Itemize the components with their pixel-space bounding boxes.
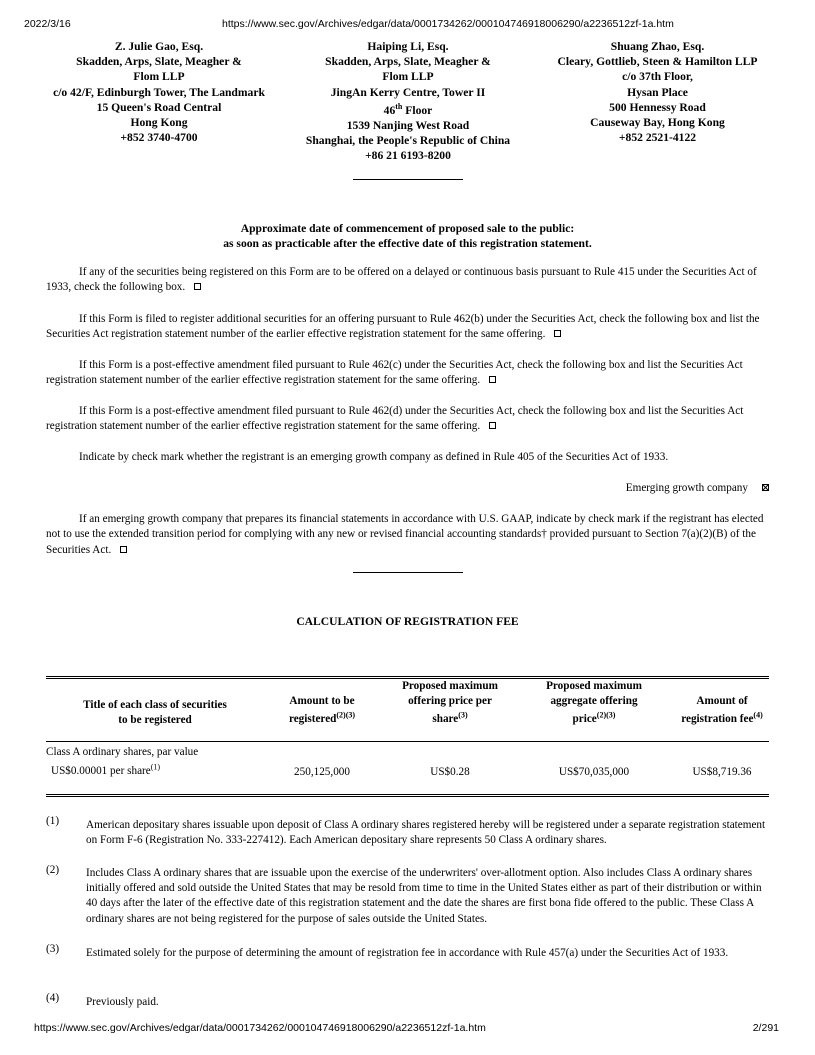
header-footnote-ref: (2)(3) bbox=[596, 710, 616, 720]
contact-line: Skadden, Arps, Slate, Meagher & bbox=[325, 55, 491, 69]
header-line: Proposed maximum bbox=[546, 680, 642, 692]
rule462b-paragraph bbox=[46, 312, 768, 343]
contact-line: 15 Queen's Road Central bbox=[96, 100, 222, 114]
rule462c-text: If this Form is a post-effective amendment filed pursuant to Rule 462(c) under the Securities Act, check the following box and list the Securities Act registration statement number of the earlier effective registration statement for the same offering. bbox=[46, 359, 743, 387]
rule462c-paragraph bbox=[46, 358, 768, 389]
header-footnote-ref: (2)(3) bbox=[336, 710, 356, 720]
header-line: to be registered bbox=[118, 714, 192, 727]
floor-number: 46 bbox=[383, 103, 396, 117]
header-text: share bbox=[432, 713, 459, 726]
header-fee bbox=[668, 694, 776, 727]
contact-line: Z. Julie Gao, Esq. bbox=[114, 40, 204, 53]
contact-line: c/o 37th Floor, bbox=[622, 70, 693, 84]
contact-line: Hong Kong bbox=[130, 116, 188, 130]
row-fee: US$8,719.36 bbox=[692, 766, 752, 778]
footnote-number: (4) bbox=[46, 992, 60, 1004]
print-page-number: 2/291 bbox=[752, 1022, 779, 1034]
rule462d-checkbox[interactable] bbox=[489, 422, 496, 429]
header-line bbox=[262, 709, 382, 727]
header-line: Proposed maximum bbox=[402, 680, 498, 692]
rule462c-checkbox[interactable] bbox=[489, 376, 496, 383]
egc-indicate-paragraph bbox=[46, 450, 768, 465]
footnote-number: (1) bbox=[46, 815, 60, 827]
contact-line: Flom LLP bbox=[133, 70, 185, 84]
print-header-url: https://www.sec.gov/Archives/edgar/data/0001734262/000104746918006290/a2236512zf-1a.htm bbox=[222, 18, 674, 30]
row-title-line2 bbox=[51, 764, 160, 779]
rule462b-checkbox[interactable] bbox=[554, 330, 561, 337]
rule415-checkbox[interactable] bbox=[194, 283, 201, 290]
header-line: Title of each class of securities bbox=[83, 699, 227, 711]
floor-suffix: th bbox=[395, 101, 403, 111]
egc-checkbox[interactable] bbox=[762, 484, 769, 491]
egc-row bbox=[626, 481, 769, 496]
rule462b-text: If this Form is filed to register additional securities for an offering pursuant to Rule 462(b) under the Securities Act, check the following box and list the Securities Act registration statement number of the earlier effective registration statement for the same offering. bbox=[46, 313, 760, 341]
header-title-class bbox=[55, 698, 255, 728]
header-text: registered bbox=[288, 713, 337, 726]
row-footnote-ref: (1) bbox=[150, 762, 161, 772]
print-footer-url: https://www.sec.gov/Archives/edgar/data/0001734262/000104746918006290/a2236512zf-1a.htm bbox=[34, 1022, 486, 1034]
header-footnote-ref: (4) bbox=[753, 710, 763, 720]
contact-right bbox=[530, 39, 785, 145]
contact-line: Hysan Place bbox=[627, 85, 688, 99]
fee-table-title: CALCULATION OF REGISTRATION FEE bbox=[296, 615, 519, 628]
table-header-rule bbox=[46, 741, 769, 742]
transition-paragraph bbox=[46, 512, 768, 558]
contact-line: Shanghai, the People's Republic of China bbox=[305, 134, 511, 148]
contact-line: Cleary, Gottlieb, Steen & Hamilton LLP bbox=[557, 55, 758, 69]
header-line: aggregate offering bbox=[550, 695, 638, 708]
table-top-rule bbox=[46, 676, 769, 677]
header-text: price bbox=[572, 713, 597, 726]
contact-line: +86 21 6193-8200 bbox=[365, 149, 451, 163]
table-bottom-rule bbox=[46, 794, 769, 795]
contact-line: +852 3740-4700 bbox=[120, 131, 198, 145]
contact-line: Flom LLP bbox=[382, 70, 434, 84]
rule415-text: If any of the securities being registered on this Form are to be offered on a delayed or continuous basis pursuant to Rule 415 under the Securities Act of 1933, check the following box. bbox=[46, 266, 757, 294]
header-text: registration fee bbox=[681, 713, 754, 726]
contact-line: 500 Hennessy Road bbox=[609, 100, 706, 114]
floor-word: Floor bbox=[405, 103, 433, 117]
row-aggregate: US$70,035,000 bbox=[558, 766, 630, 778]
footnote-number: (3) bbox=[46, 943, 60, 955]
header-aggregate bbox=[526, 679, 662, 728]
print-date: 2022/3/16 bbox=[24, 18, 71, 30]
contact-left bbox=[30, 39, 288, 145]
header-line: Amount to be bbox=[289, 695, 355, 707]
row-amount: 250,125,000 bbox=[294, 766, 350, 778]
row-price: US$0.28 bbox=[430, 766, 470, 778]
egc-label: Emerging growth company bbox=[625, 482, 748, 494]
approx-date-line1: Approximate date of commencement of proposed sale to the public: bbox=[240, 222, 575, 235]
header-amount bbox=[262, 694, 382, 727]
contact-line: c/o 42/F, Edinburgh Tower, The Landmark bbox=[53, 85, 265, 99]
divider bbox=[353, 179, 463, 180]
contact-line: Haiping Li, Esq. bbox=[367, 40, 449, 53]
contact-middle bbox=[292, 39, 524, 164]
egc-indicate-text: Indicate by check mark whether the registrant is an emerging growth company as defined in Rule 405 of the Securities Act of 1933. bbox=[79, 451, 669, 463]
row-title-line1: Class A ordinary shares, par value bbox=[46, 746, 199, 758]
footnote-number: (2) bbox=[46, 864, 60, 876]
rule462d-paragraph bbox=[46, 404, 768, 435]
contact-floor-line bbox=[292, 100, 524, 118]
header-footnote-ref: (3) bbox=[458, 710, 468, 720]
transition-text: If an emerging growth company that prepares its financial statements in accordance with U.S. GAAP, indicate by check mark if the registrant has elected not to use the extended transition period for complying with any new or revised financial accounting standards† provided pursuant to Section 7(a)(2)(B) of the Securities Act. bbox=[46, 513, 764, 556]
footnote-text: Estimated solely for the purpose of determining the amount of registration fee in accordance with Rule 457(a) under the Securities Act of 1933. bbox=[86, 947, 729, 959]
contact-line: +852 2521-4122 bbox=[618, 131, 697, 145]
table-bottom-rule bbox=[46, 796, 769, 797]
rule462d-text: If this Form is a post-effective amendment filed pursuant to Rule 462(d) under the Securities Act, check the following box and list the Securities Act registration statement number of the earlier effective registration statement for the same offering. bbox=[46, 405, 744, 433]
contact-line: JingAn Kerry Centre, Tower II bbox=[330, 85, 486, 99]
header-line: offering price per bbox=[408, 695, 492, 708]
header-line bbox=[386, 709, 514, 727]
header-line: Amount of bbox=[696, 695, 748, 707]
transition-checkbox[interactable] bbox=[120, 546, 127, 553]
rule415-paragraph bbox=[46, 265, 768, 296]
approx-date-line2: as soon as practicable after the effective date of this registration statement. bbox=[223, 237, 592, 250]
contact-line: Causeway Bay, Hong Kong bbox=[590, 116, 725, 130]
footnote-text: American depositary shares issuable upon deposit of Class A ordinary shares registered hereby will be registered under a separate registration statement on Form F-6 (Registration No. 333-227412). Each American depositary share represents 50 Class A ordinary shares. bbox=[86, 819, 766, 847]
divider bbox=[353, 572, 463, 573]
footnote-text: Previously paid. bbox=[86, 996, 159, 1008]
contact-line: Skadden, Arps, Slate, Meagher & bbox=[76, 55, 242, 69]
contact-line: 1539 Nanjing West Road bbox=[346, 119, 470, 133]
footnote-text: Includes Class A ordinary shares that are issuable upon the exercise of the underwriters' over-allotment option. Also includes Class A ordinary shares initially offered and sold outside the United States that may be resold from time to time in the United States either as part of their distribution or within 40 days after the later of the effective date of this registration statement and the date the shares are first bona fide offered to the public. These Class A ordinary shares are not being registered for the purpose of sales outside the United States. bbox=[86, 867, 762, 925]
contact-line: Shuang Zhao, Esq. bbox=[610, 40, 705, 53]
header-price bbox=[386, 679, 514, 728]
header-line bbox=[668, 709, 776, 727]
header-line bbox=[526, 709, 662, 727]
row-title-text: US$0.00001 per share bbox=[51, 765, 151, 777]
